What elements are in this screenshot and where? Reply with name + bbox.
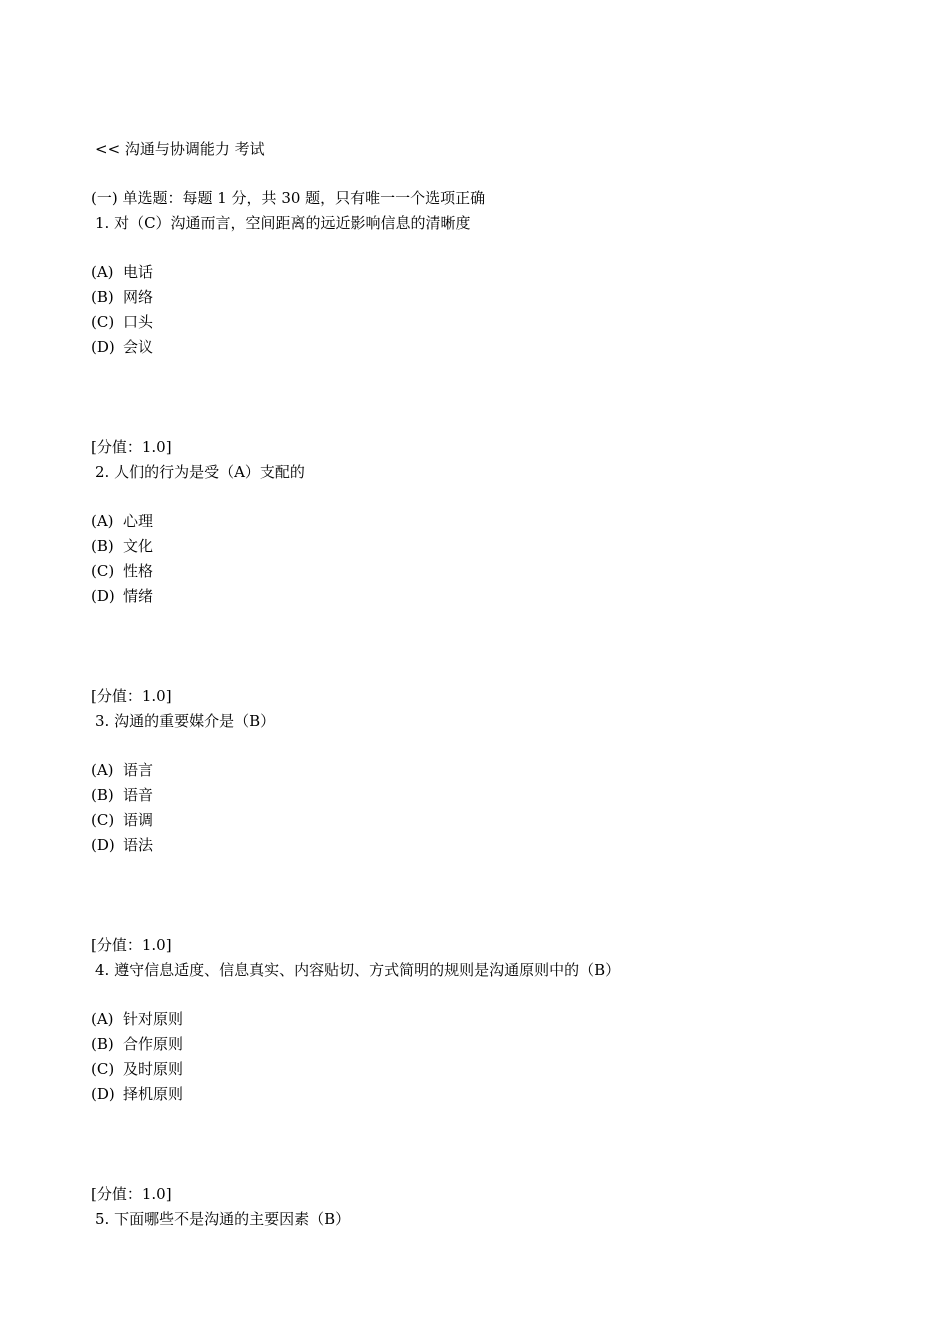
option-label: 语法 xyxy=(123,836,154,854)
option-letter: (A) xyxy=(91,761,114,779)
option-label: 择机原则 xyxy=(123,1085,184,1103)
question-4-option-c[interactable] xyxy=(91,1059,183,1079)
question-1-option-c[interactable] xyxy=(91,312,153,332)
question-3-text: 3. 沟通的重要媒介是（B） xyxy=(95,712,276,730)
question-4-option-d[interactable] xyxy=(91,1084,183,1104)
section-title: (一) 单选题：每题 1 分，共 30 题，只有唯一一个选项正确 xyxy=(91,189,486,207)
question-2-option-c[interactable] xyxy=(91,561,153,581)
question-5-text: 5. 下面哪些不是沟通的主要因素（B） xyxy=(95,1210,351,1228)
option-label: 口头 xyxy=(123,313,154,331)
option-letter: (B) xyxy=(91,537,114,555)
option-label: 合作原则 xyxy=(123,1035,184,1053)
question-3-option-d[interactable] xyxy=(91,835,153,855)
option-letter: (C) xyxy=(91,562,115,580)
option-label: 电话 xyxy=(123,263,154,281)
option-label: 语音 xyxy=(123,786,154,804)
option-letter: (C) xyxy=(91,1060,115,1078)
option-letter: (D) xyxy=(91,587,115,605)
question-4-text: 4. 遵守信息适度、信息真实、内容贴切、方式简明的规则是沟通原则中的（B） xyxy=(95,961,621,979)
option-label: 针对原则 xyxy=(123,1010,184,1028)
question-1-option-b[interactable] xyxy=(91,287,153,307)
option-label: 性格 xyxy=(123,562,154,580)
option-label: 网络 xyxy=(123,288,154,306)
back-to-exam-link[interactable]: << 沟通与协调能力 考试 xyxy=(95,140,265,158)
option-letter: (D) xyxy=(91,338,115,356)
question-3-option-b[interactable] xyxy=(91,785,153,805)
option-letter: (D) xyxy=(91,1085,115,1103)
question-2-score: [分值：1.0] xyxy=(91,687,172,705)
option-label: 心理 xyxy=(123,512,154,530)
option-label: 及时原则 xyxy=(123,1060,184,1078)
option-label: 语言 xyxy=(123,761,154,779)
option-label: 文化 xyxy=(123,537,154,555)
question-3-option-a[interactable] xyxy=(91,760,153,780)
option-letter: (B) xyxy=(91,288,114,306)
question-4-score: [分值：1.0] xyxy=(91,1185,172,1203)
option-letter: (B) xyxy=(91,1035,114,1053)
question-1-score: [分值：1.0] xyxy=(91,438,172,456)
question-2-text: 2. 人们的行为是受（A）支配的 xyxy=(95,463,305,481)
question-3-score: [分值：1.0] xyxy=(91,936,172,954)
question-1-option-a[interactable] xyxy=(91,262,153,282)
option-letter: (A) xyxy=(91,263,114,281)
option-letter: (A) xyxy=(91,1010,114,1028)
option-label: 语调 xyxy=(123,811,154,829)
question-1-option-d[interactable] xyxy=(91,337,153,357)
option-letter: (B) xyxy=(91,786,114,804)
option-letter: (C) xyxy=(91,313,115,331)
question-2-option-a[interactable] xyxy=(91,511,153,531)
option-label: 情绪 xyxy=(123,587,154,605)
option-label: 会议 xyxy=(123,338,154,356)
question-4-option-a[interactable] xyxy=(91,1009,183,1029)
question-1-text: 1. 对（C）沟通而言，空间距离的远近影响信息的清晰度 xyxy=(95,214,471,232)
question-4-option-b[interactable] xyxy=(91,1034,183,1054)
question-3-option-c[interactable] xyxy=(91,810,153,830)
option-letter: (D) xyxy=(91,836,115,854)
option-letter: (A) xyxy=(91,512,114,530)
option-letter: (C) xyxy=(91,811,115,829)
question-2-option-d[interactable] xyxy=(91,586,153,606)
question-2-option-b[interactable] xyxy=(91,536,153,556)
